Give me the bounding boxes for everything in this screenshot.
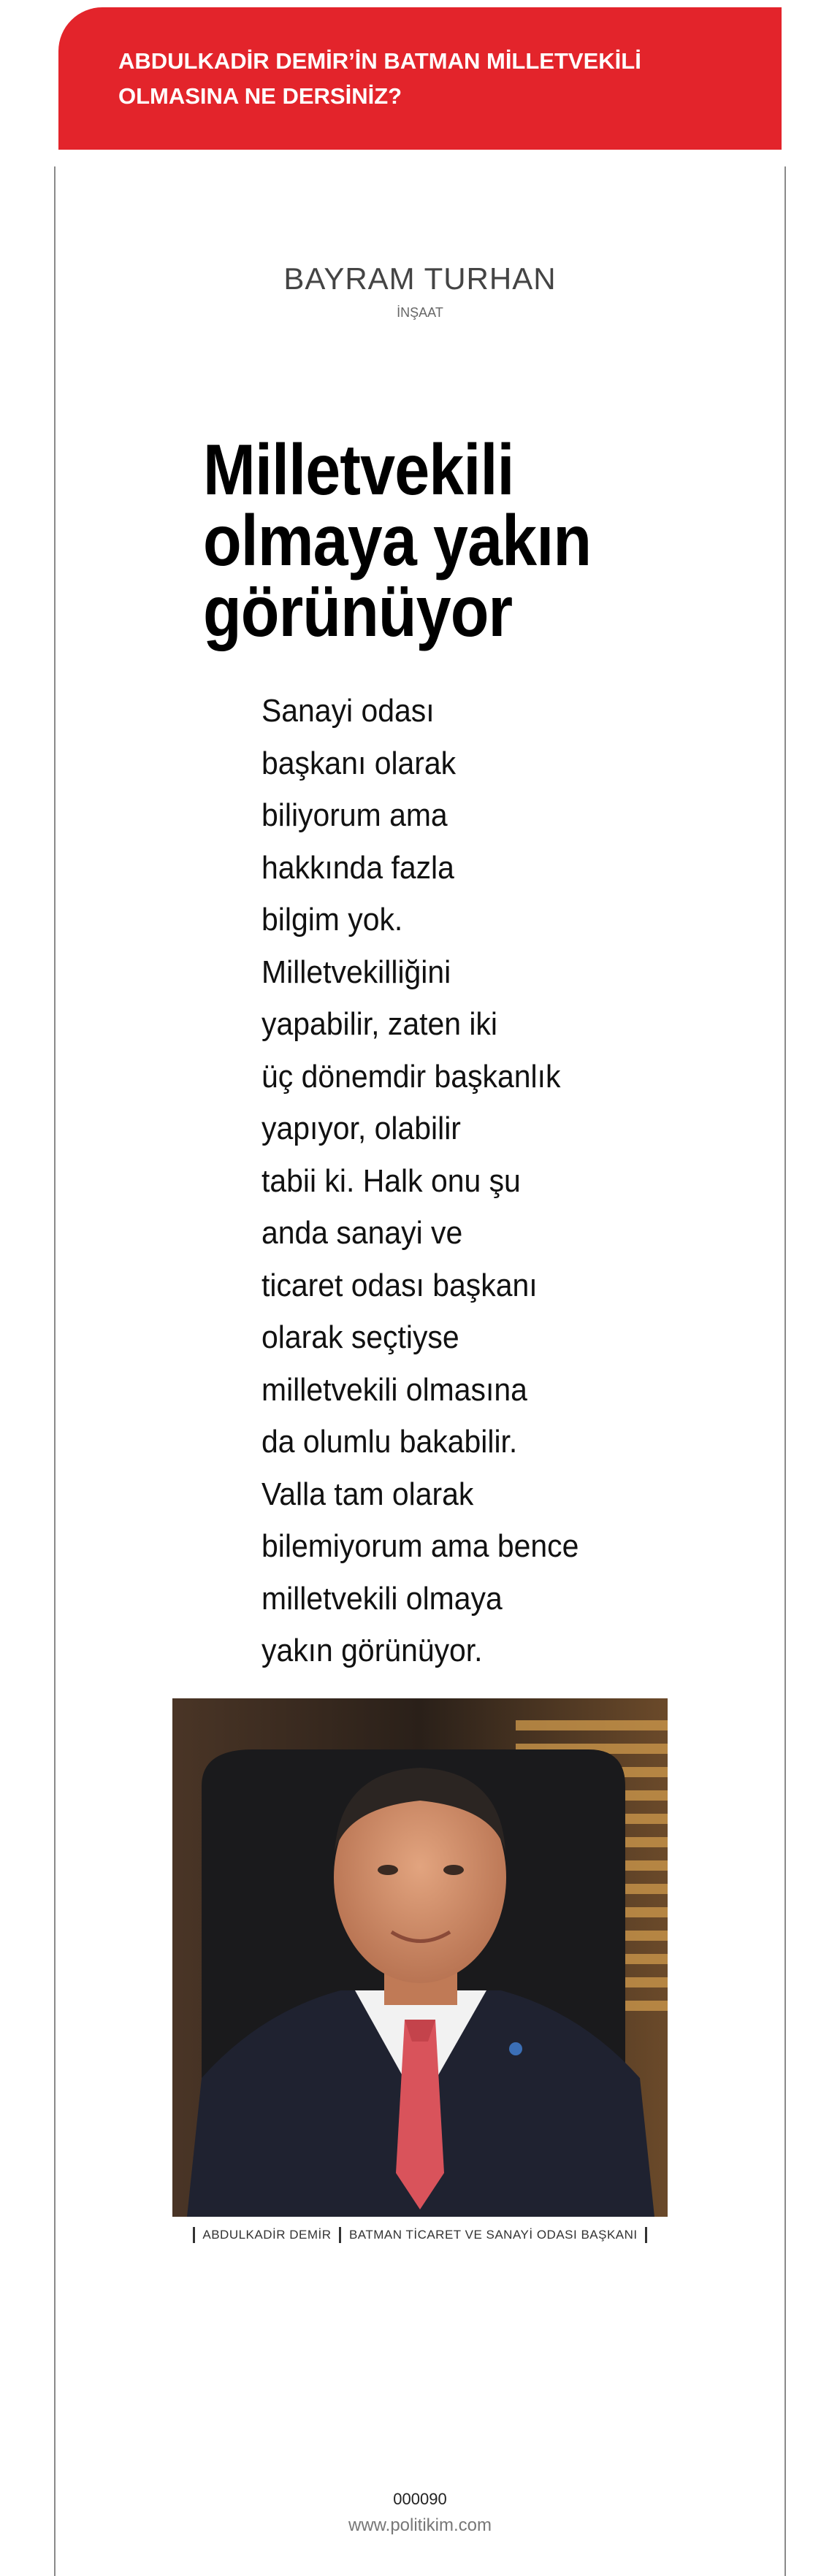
headline-line2: olmaya yakın (203, 500, 592, 580)
body-line: da olumlu bakabilir. (261, 1424, 518, 1460)
body-line: Milletvekilliğini (261, 954, 451, 990)
photo-caption (0, 2227, 840, 2243)
website-url: www.politikim.com (348, 2515, 492, 2535)
portrait-photo (172, 1698, 668, 2217)
header-banner (58, 7, 782, 150)
header-title-line2: OLMASINA NE DERSİNİZ? (118, 83, 402, 109)
headline-line3: görünüyor (203, 571, 513, 651)
interviewee-name: BAYRAM TURHAN (283, 261, 557, 296)
body-line: bilgim yok. (261, 902, 403, 938)
body-line: bilemiyorum ama bence (261, 1528, 579, 1564)
body-line: ticaret odası başkanı (261, 1267, 538, 1303)
caption-divider (193, 2227, 195, 2243)
right-frame-line (784, 166, 786, 2576)
body-line: anda sanayi ve (261, 1215, 463, 1251)
body-line: olarak seçtiyse (261, 1319, 459, 1355)
caption-title: BATMAN TİCARET VE SANAYİ ODASI BAŞKANI (348, 2228, 638, 2242)
body-line: tabii ki. Halk onu şu (261, 1162, 521, 1199)
body-line: biliyorum ama (261, 797, 448, 833)
article-body (261, 685, 579, 1677)
body-line: hakkında fazla (261, 849, 454, 886)
body-line: yakın görünüyor. (261, 1633, 483, 1668)
caption-name: ABDULKADİR DEMİR (202, 2228, 332, 2242)
body-line: başkanı olarak (261, 745, 457, 781)
interviewee-sector: İNŞAAT (397, 305, 443, 320)
body-line: Valla tam olarak (261, 1476, 474, 1512)
caption-divider (645, 2227, 647, 2243)
body-line: üç dönemdir başkanlık (261, 1058, 561, 1095)
body-line: milletvekili olmaya (261, 1580, 503, 1617)
body-line: Sanayi odası (261, 693, 435, 729)
header-title-line1: ABDULKADİR DEMİR’İN BATMAN MİLLETVEKİLİ (118, 48, 641, 74)
header-title (118, 44, 747, 114)
left-frame-line (54, 166, 56, 2576)
headline-line1: Milletvekili (203, 429, 514, 510)
page-number: 000090 (393, 2490, 447, 2508)
body-line: yapıyor, olabilir (261, 1111, 461, 1146)
body-line: milletvekili olmasına (261, 1371, 527, 1408)
body-line: yapabilir, zaten iki (261, 1006, 497, 1042)
article-headline (203, 429, 666, 651)
caption-divider (339, 2227, 341, 2243)
